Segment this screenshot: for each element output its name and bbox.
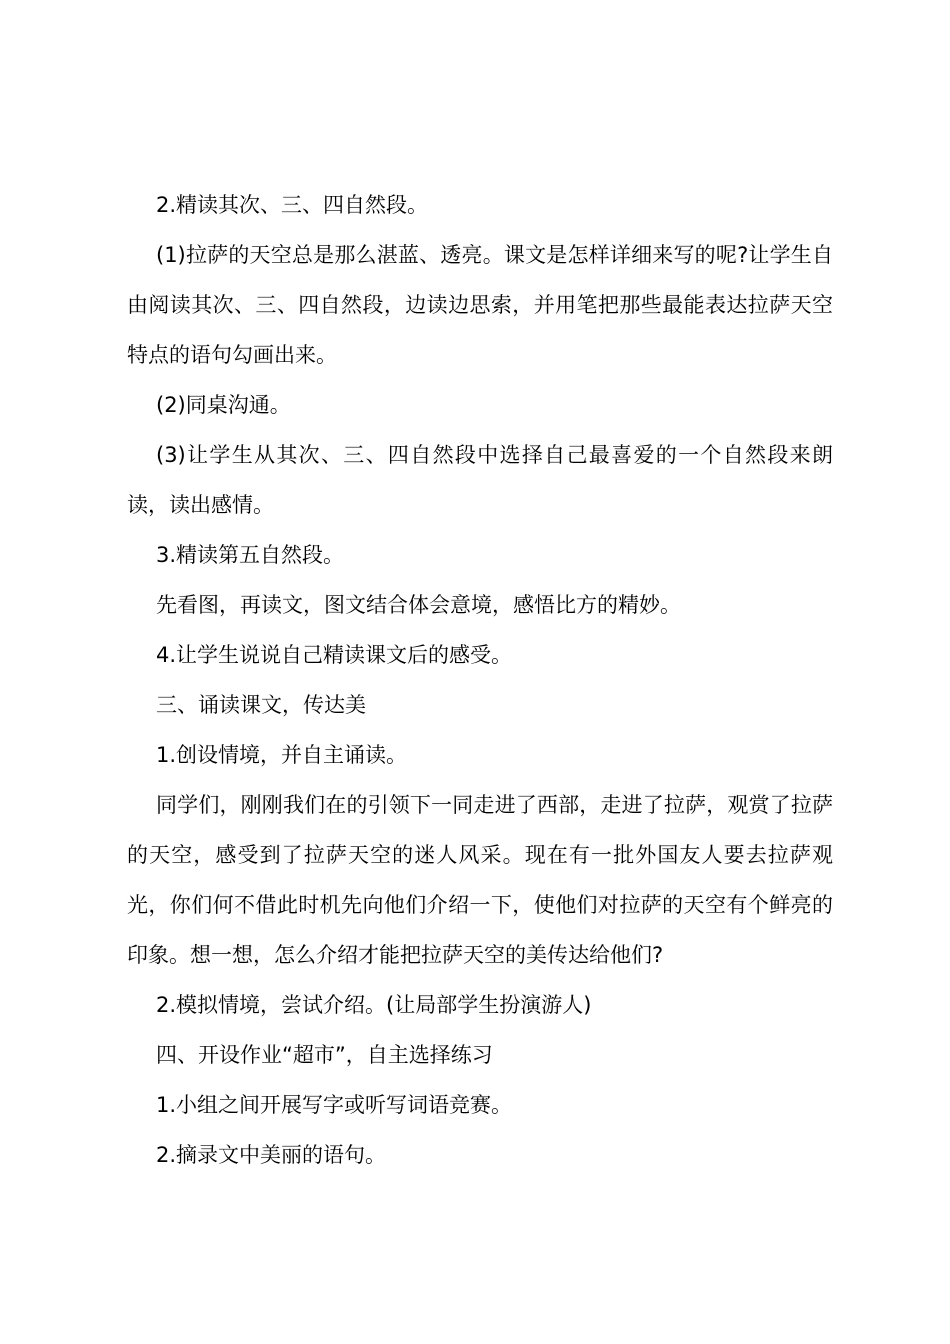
paragraph-homework-2: 2.摘录文中美丽的语句。 [156, 1143, 387, 1167]
paragraph-simulation-heading: 2.模拟情境，尝试介绍。(让局部学生扮演游人) [156, 993, 592, 1017]
paragraph-part-four-heading: 四、开设作业“超市”，自主选择练习 [156, 1043, 493, 1067]
paragraph-homework-1: 1.小组之间开展写字或听写词语竞赛。 [156, 1093, 513, 1117]
document-page [127, 180, 833, 1180]
paragraph-picture-reading: 先看图，再读文，图文结合体会意境，感悟比方的精妙。 [156, 593, 681, 617]
paragraph-item-3: (3)让学生从其次、三、四自然段中选择自己最喜爱的一个自然段来朗读，读出感情。 [127, 443, 833, 517]
paragraph-section-3-heading: 3.精读第五自然段。 [156, 543, 345, 567]
paragraph-section-4-heading: 4.让学生说说自己精读课文后的感受。 [156, 643, 513, 667]
paragraph-item-1: (1)拉萨的天空总是那么湛蓝、透亮。课文是怎样详细来写的呢?让学生自由阅读其次、三、四自然段，边读边思索，并用笔把那些最能表达拉萨天空特点的语句勾画出来。 [127, 243, 833, 367]
paragraph-item-2: (2)同桌沟通。 [156, 393, 291, 417]
paragraph-scenario-heading: 1.创设情境，并自主诵读。 [156, 743, 408, 767]
paragraph-part-three-heading: 三、诵读课文，传达美 [156, 693, 366, 717]
paragraph-section-2-heading: 2.精读其次、三、四自然段。 [156, 193, 429, 217]
paragraph-scenario-body: 同学们，刚刚我们在的引领下一同走进了西部，走进了拉萨，观赏了拉萨的天空，感受到了拉萨天空的迷人风采。现在有一批外国友人要去拉萨观光，你们何不借此时机先向他们介绍一下，使他们对拉萨的天空有个鲜亮的印象。想一想，怎么介绍才能把拉萨天空的美传达给他们? [127, 793, 833, 967]
